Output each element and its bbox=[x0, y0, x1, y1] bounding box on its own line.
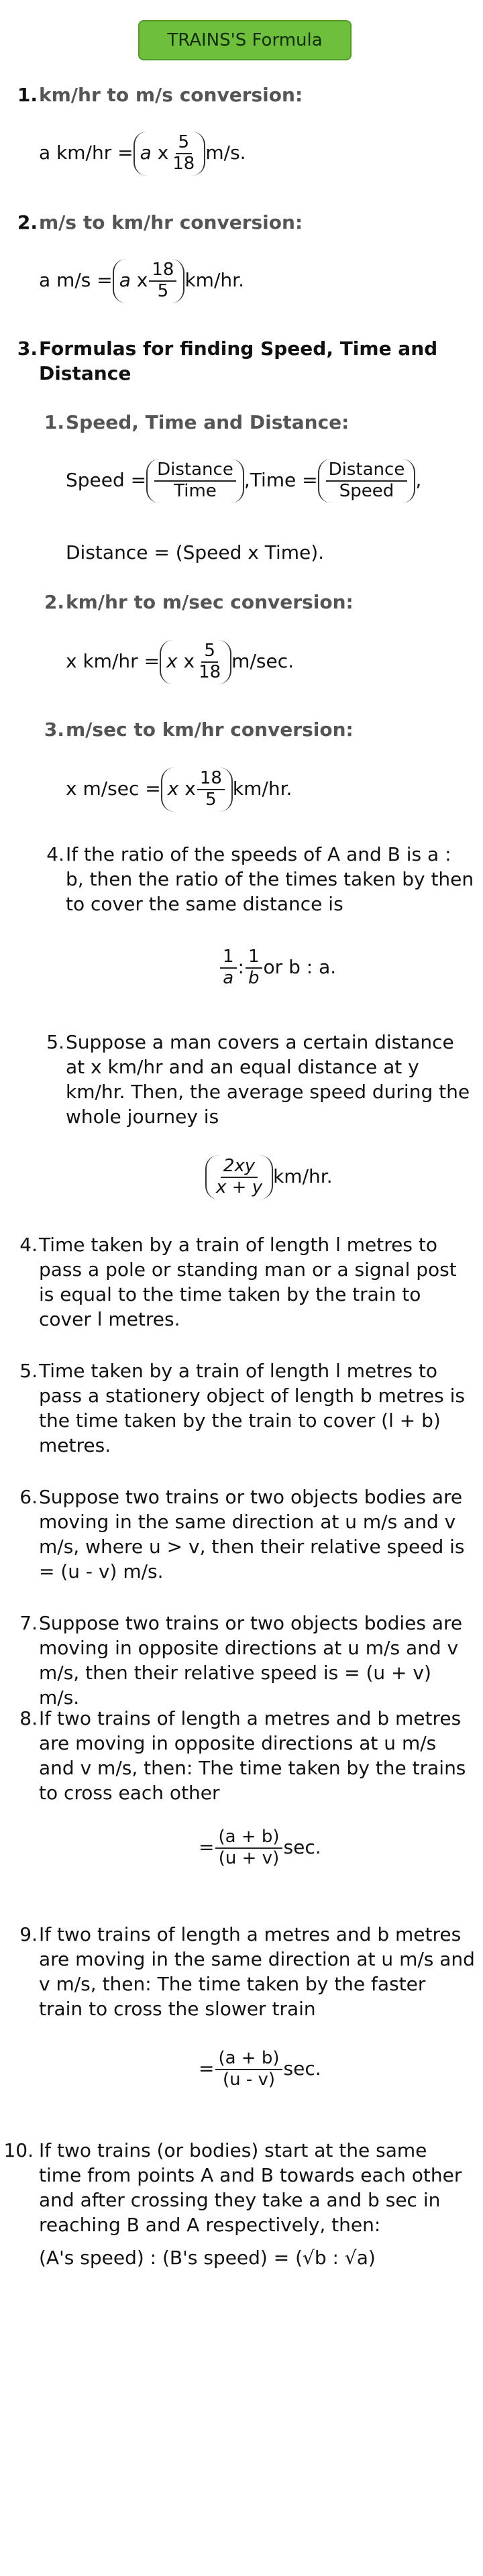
formula bbox=[205, 1155, 333, 1199]
fraction bbox=[196, 641, 223, 683]
formula-tail: or b : a. bbox=[263, 956, 337, 979]
denominator: Time bbox=[174, 480, 217, 501]
unit: sec. bbox=[283, 1836, 321, 1859]
formula bbox=[39, 131, 246, 176]
denominator: (u - v) bbox=[222, 2069, 276, 2090]
item-number: 3. bbox=[44, 718, 64, 741]
formula-lhs: Speed = bbox=[66, 469, 147, 492]
fraction bbox=[213, 1157, 265, 1198]
denominator: (u + v) bbox=[218, 1847, 280, 1868]
numerator: 18 bbox=[197, 769, 225, 790]
formula bbox=[219, 947, 336, 989]
section-number: 3. bbox=[17, 337, 38, 360]
formula-text: (A's speed) : (B's speed) = (√b : √a) bbox=[39, 2247, 376, 2269]
unit: m/s. bbox=[205, 142, 246, 164]
variable-x: x bbox=[167, 777, 179, 800]
times-sign: x bbox=[184, 777, 196, 800]
numerator: 2xy bbox=[221, 1157, 258, 1178]
formula-lhs: a m/s = bbox=[39, 269, 113, 292]
denominator: a bbox=[223, 967, 234, 988]
formula-paren bbox=[318, 459, 416, 503]
item-heading: Speed, Time and Distance: bbox=[66, 411, 350, 433]
formula bbox=[66, 767, 292, 812]
section-number: 10. bbox=[3, 2139, 34, 2161]
denominator: Speed bbox=[339, 480, 394, 501]
unit: km/hr. bbox=[184, 269, 244, 292]
equals-sign: = bbox=[199, 2057, 215, 2080]
section-heading: km/hr to m/s conversion: bbox=[39, 84, 303, 106]
denominator: 5 bbox=[157, 280, 169, 301]
numerator: 1 bbox=[246, 947, 262, 969]
section-text: Time taken by a train of length l metres to pass a stationery object of length b metres is the time taken by the train to cover (l + b) metres. bbox=[39, 1360, 465, 1456]
variable-a: a bbox=[119, 269, 131, 292]
numerator: 5 bbox=[176, 133, 193, 154]
formula bbox=[199, 1827, 321, 1869]
section-number: 1. bbox=[17, 84, 38, 106]
numerator: Distance bbox=[326, 460, 408, 482]
item-heading: km/hr to m/sec conversion: bbox=[66, 591, 354, 613]
fraction bbox=[197, 769, 225, 810]
formula-paren bbox=[205, 1155, 273, 1199]
times-sign: x bbox=[157, 142, 169, 164]
numerator: 1 bbox=[220, 947, 237, 969]
formula-paren bbox=[113, 259, 185, 303]
times-sign: x bbox=[136, 269, 148, 292]
times-sign: x bbox=[183, 650, 195, 673]
formula bbox=[199, 2049, 321, 2090]
numerator: 5 bbox=[201, 641, 218, 663]
formula-lhs: x km/hr = bbox=[66, 650, 160, 673]
formula-lhs: x m/sec = bbox=[66, 777, 161, 800]
unit: m/sec. bbox=[231, 650, 294, 673]
formula bbox=[66, 459, 421, 503]
denominator: x + y bbox=[216, 1177, 263, 1197]
item-heading: m/sec to km/hr conversion: bbox=[66, 718, 354, 741]
section-number: 8. bbox=[19, 1707, 38, 1729]
section-text: Time taken by a train of length l metres to pass a pole or standing man or a signal post is equal to the time taken by the train to cover l metres. bbox=[39, 1234, 457, 1330]
fraction bbox=[326, 460, 408, 502]
item-text: Suppose a man covers a certain distance at x km/hr and an equal distance at y km/hr. Then, the average speed during the whole journey is bbox=[66, 1031, 470, 1128]
numerator: Distance bbox=[154, 460, 236, 482]
fraction bbox=[149, 260, 176, 302]
numerator: 18 bbox=[149, 260, 176, 282]
numerator: (a + b) bbox=[215, 2049, 282, 2070]
variable-x: x bbox=[166, 650, 178, 673]
formula-text: Distance = (Speed x Time). bbox=[66, 541, 325, 564]
fraction bbox=[215, 1827, 282, 1869]
denominator: 18 bbox=[199, 661, 221, 682]
section-number: 6. bbox=[19, 1486, 38, 1508]
section-text: Suppose two trains or two objects bodies are moving in the same direction at u m/s and v m/s, where u > v, then their relative speed is = (u - v) m/s. bbox=[39, 1486, 465, 1582]
section-number: 2. bbox=[17, 211, 38, 233]
section-text: If two trains of length a metres and b metres are moving in opposite directions at u m/s and v m/s, then: The time taken by the trains to cross each other bbox=[39, 1707, 466, 1804]
formula-mid: ,Time = bbox=[244, 469, 318, 492]
section-heading: m/s to km/hr conversion: bbox=[39, 211, 303, 233]
formula-lhs: a km/hr = bbox=[39, 142, 133, 164]
variable-a: a bbox=[140, 142, 152, 164]
formula-paren bbox=[161, 767, 233, 812]
item-number: 5. bbox=[46, 1031, 64, 1053]
formula bbox=[39, 259, 244, 303]
fraction bbox=[170, 133, 197, 174]
formula-paren bbox=[133, 131, 206, 176]
fraction bbox=[154, 460, 236, 502]
equals-sign: = bbox=[199, 1836, 215, 1859]
formula-paren bbox=[146, 459, 244, 503]
item-text: If the ratio of the speeds of A and B is a : b, then the ratio of the times taken by then to cover the same distance is bbox=[66, 843, 474, 915]
unit: km/hr. bbox=[232, 777, 292, 800]
section-number: 9. bbox=[19, 1923, 38, 1945]
denominator: b bbox=[248, 967, 260, 988]
formula-paren bbox=[160, 640, 231, 684]
item-number: 2. bbox=[44, 591, 64, 613]
item-number: 4. bbox=[46, 843, 64, 865]
unit: sec. bbox=[283, 2057, 321, 2080]
denominator: 5 bbox=[205, 789, 217, 810]
section-number: 5. bbox=[19, 1360, 38, 1382]
formula bbox=[66, 640, 294, 684]
fraction bbox=[220, 947, 237, 989]
unit: km/hr. bbox=[273, 1165, 333, 1188]
numerator: (a + b) bbox=[215, 1827, 282, 1849]
denominator: 18 bbox=[172, 153, 195, 174]
item-number: 1. bbox=[44, 411, 64, 433]
fraction bbox=[246, 947, 262, 989]
fraction bbox=[215, 2049, 282, 2090]
section-number: 4. bbox=[19, 1234, 38, 1256]
section-text: If two trains (or bodies) start at the same time from points A and B towards each other and after crossing they take a and b sec in reaching B and A respectively, then: bbox=[39, 2139, 462, 2236]
section-text: Suppose two trains or two objects bodies are moving in opposite directions at u m/s and v m/s, then their relative speed is = (u + v) m/s. bbox=[39, 1612, 463, 1709]
title-button[interactable]: TRAINS'S Formula bbox=[138, 20, 352, 60]
section-text: If two trains of length a metres and b metres are moving in the same direction at u m/s and v m/s, then: The time taken by the faster train to cross the slower train bbox=[39, 1923, 475, 2020]
section-heading: Formulas for finding Speed, Time and Distance bbox=[39, 337, 438, 384]
section-number: 7. bbox=[19, 1612, 38, 1634]
ratio-sign: : bbox=[237, 956, 244, 979]
formula-comma: , bbox=[415, 469, 422, 492]
